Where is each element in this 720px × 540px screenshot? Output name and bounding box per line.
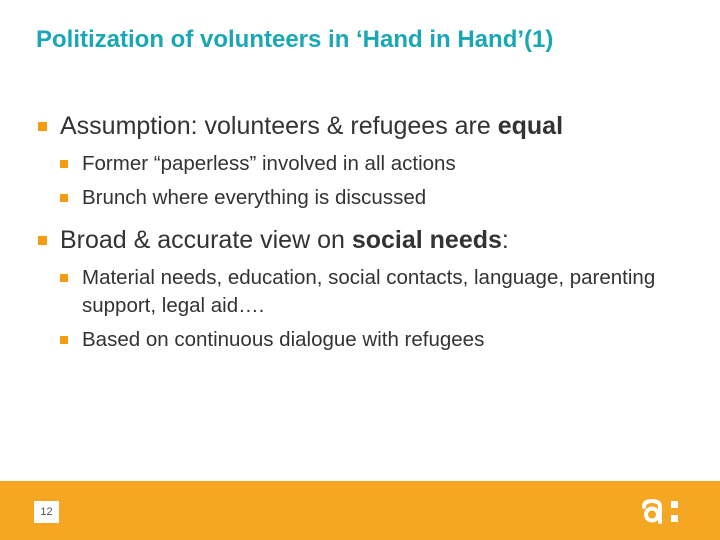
bullet-square-icon (60, 274, 68, 282)
bullet-text: Broad & accurate view on (60, 226, 352, 254)
bullet-assumption (38, 110, 698, 142)
bullet-social-needs (38, 224, 698, 256)
bullet-suffix: : (501, 226, 509, 254)
sub-bullet-brunch (60, 184, 698, 212)
sub-bullet-text: Material needs, education, social contacts, language, parenting support, legal aid…. (82, 266, 656, 317)
bullet-square-icon (60, 194, 68, 202)
footer-bar (0, 481, 720, 540)
sub-bullet-paperless (60, 150, 698, 178)
bullet-square-icon (38, 236, 47, 245)
page-number: 12 (33, 500, 60, 524)
bullet-square-icon (60, 336, 68, 344)
sub-bullet-material-needs (60, 264, 698, 320)
sub-bullet-text: Based on continuous dialogue with refugees (82, 328, 485, 351)
sub-bullet-text: Brunch where everything is discussed (82, 186, 427, 209)
bullet-text: Assumption: volunteers & refugees are (60, 112, 498, 140)
a-colon-logo-icon (640, 498, 686, 524)
slide-title: Politization of volunteers in ‘Hand in Hand’(1) (36, 26, 554, 53)
bullet-emphasis: equal (497, 112, 564, 140)
bullet-square-icon (60, 160, 68, 168)
bullet-emphasis: social needs (351, 226, 502, 254)
slide-content (38, 110, 698, 354)
bullet-square-icon (38, 122, 47, 131)
sub-bullet-dialogue (60, 326, 698, 354)
sub-bullet-text: Former “paperless” involved in all actions (82, 152, 456, 175)
